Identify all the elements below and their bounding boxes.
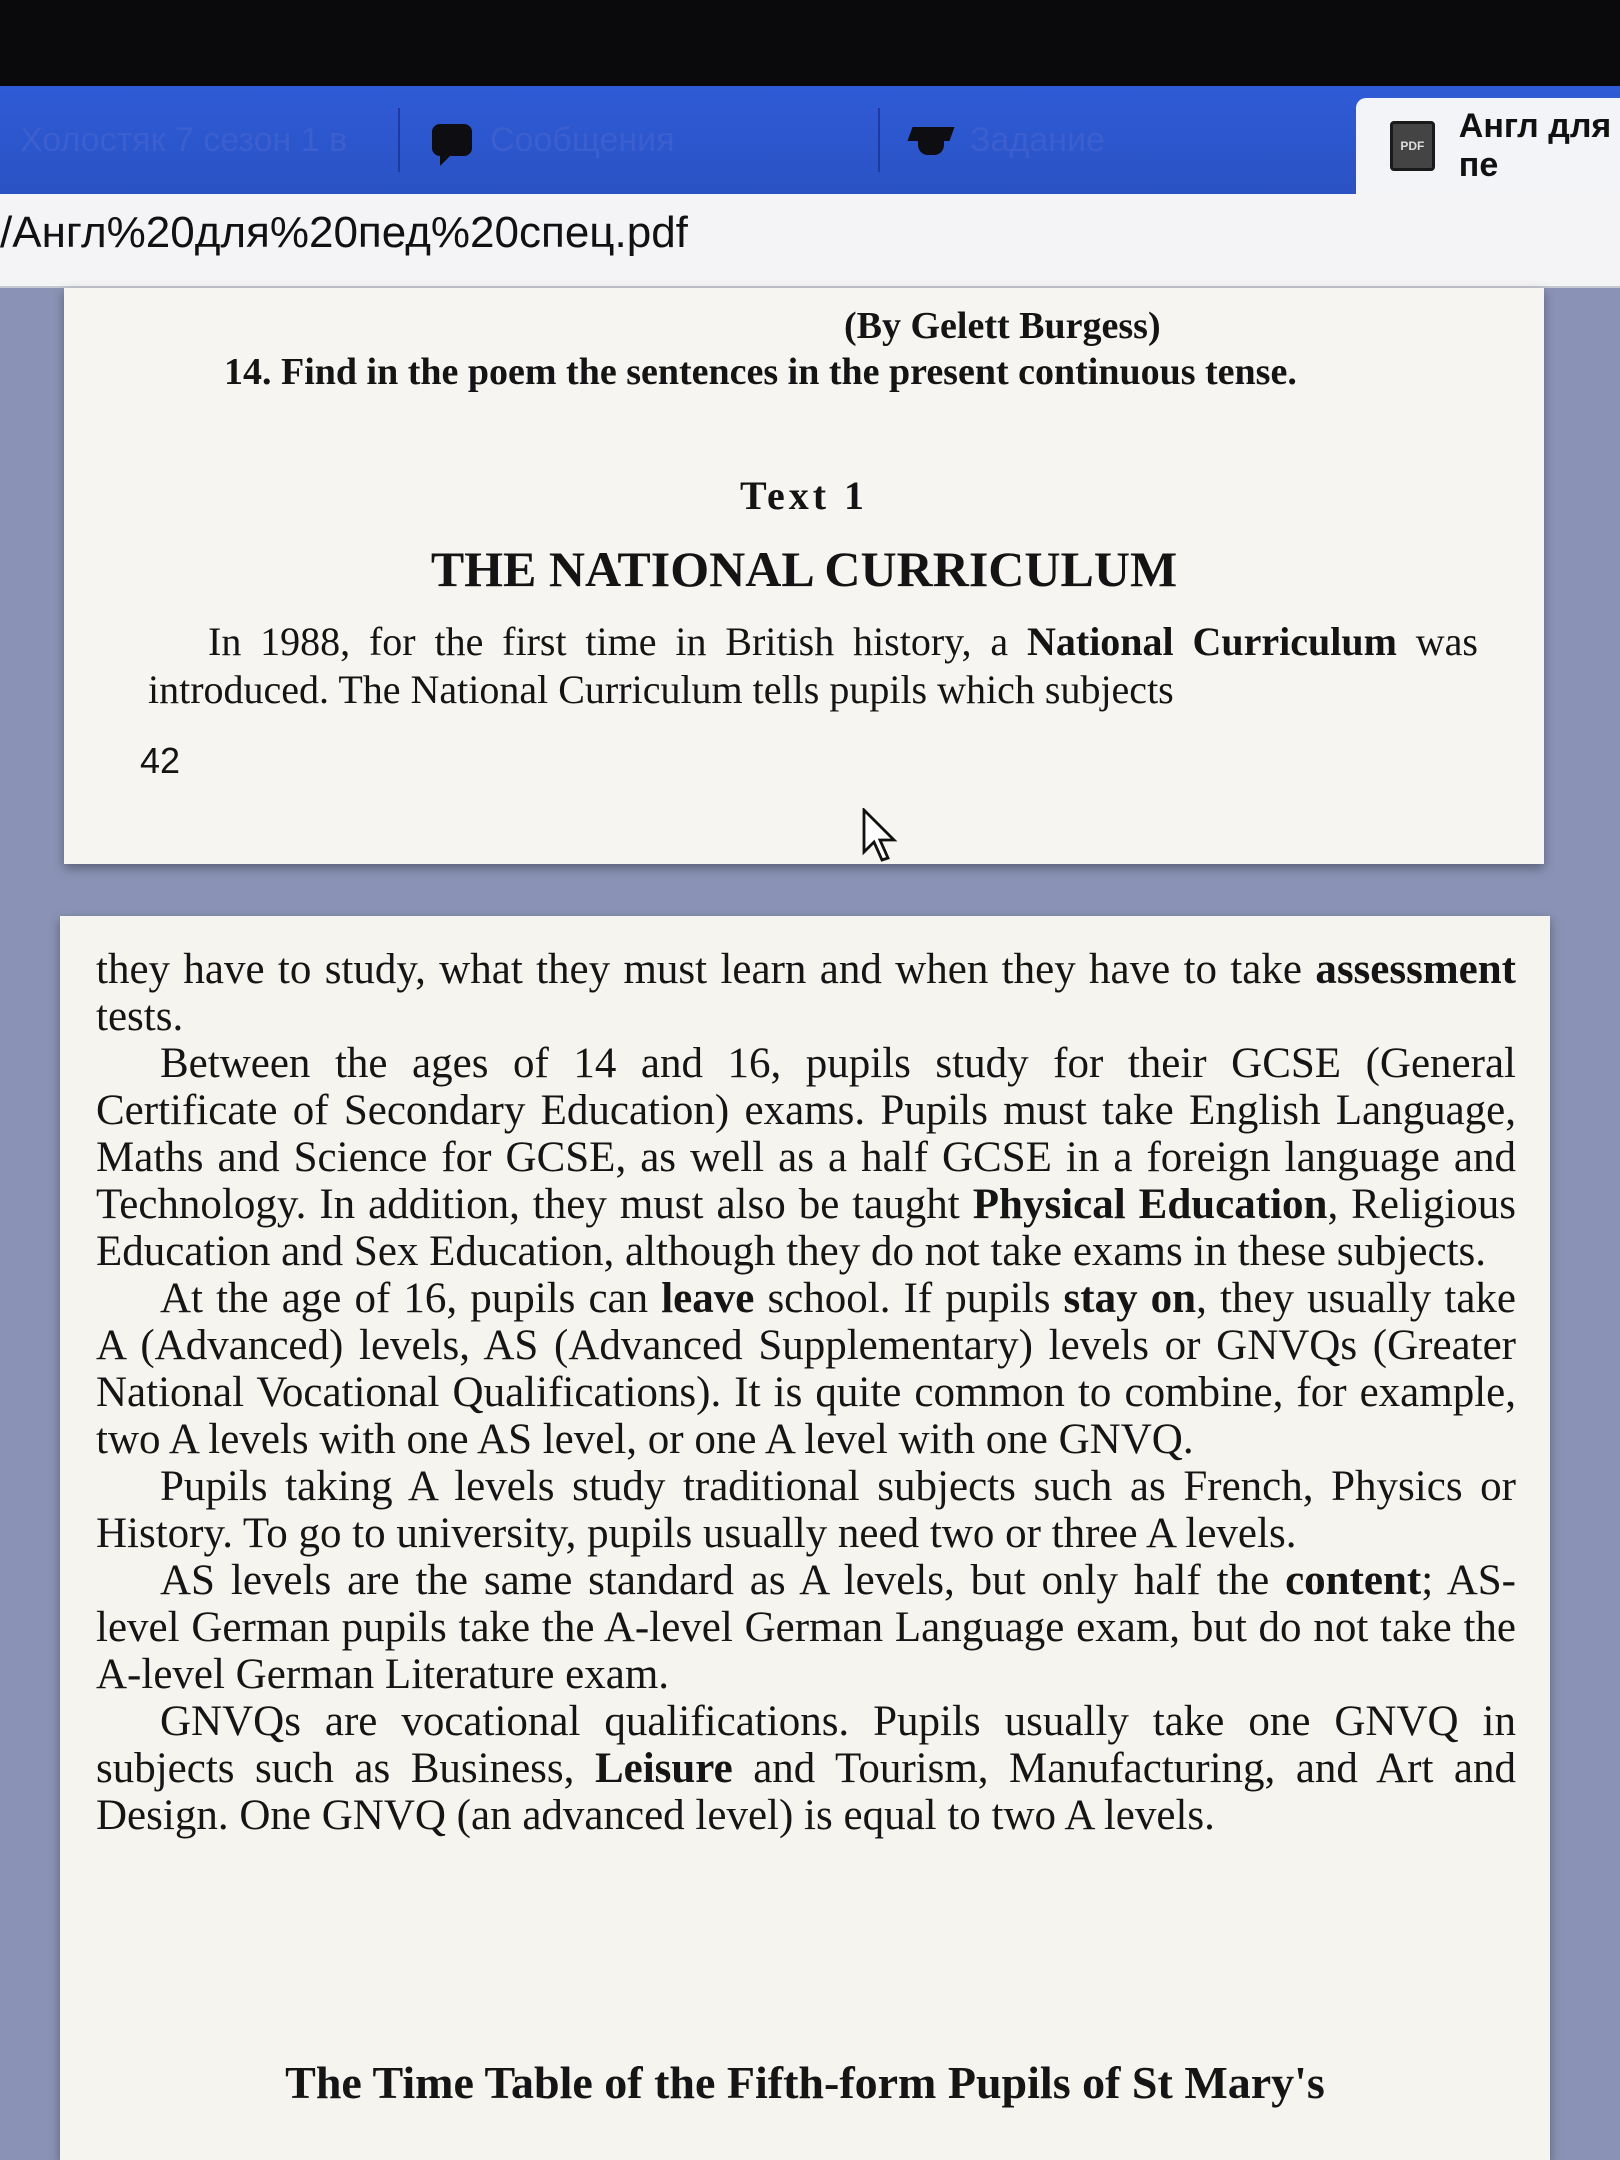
paragraph: they have to study, what they must learn and when they have to take assessment tests.	[96, 946, 1516, 1040]
pdf-page-42	[64, 288, 1544, 864]
paragraph: Pupils taking A levels study traditional subjects such as French, Physics or History. To go to university, pupils usually need two or three A levels.	[96, 1463, 1516, 1557]
pdf-page-43	[60, 916, 1550, 2160]
tab-label: Холостяк 7 сезон 1 в	[20, 120, 348, 159]
text-body	[96, 946, 1516, 1839]
text-number: Text 1	[739, 473, 869, 518]
tab-label: Задание	[970, 120, 1105, 159]
poem-author: (By Gelett Burgess)	[844, 305, 1161, 347]
paragraph: At the age of 16, pupils can leave school. If pupils stay on, they usually take A (Advanced) levels, AS (Advanced Supplementary) levels or GNVQs (Greater National Vocational Qualifications). It is quite common to combine, for example, two A levels with one AS level, or one A level with one GNVQ.	[96, 1275, 1516, 1463]
paragraph: AS levels are the same standard as A levels, but only half the content; AS-level German pupils take the A-level German Language exam, but do not take the A-level German Literature exam.	[96, 1557, 1516, 1698]
tab-pdf-active[interactable]	[1356, 98, 1620, 194]
paragraph: In 1988, for the first time in British history, a National Curriculum was introduced. The National Curriculum tells pupils which subjects	[148, 619, 1478, 712]
monitor-bezel	[0, 0, 1620, 86]
tab-divider	[398, 108, 400, 172]
text-body	[148, 618, 1478, 714]
browser-tab-strip	[0, 86, 1620, 194]
tab-assignment[interactable]	[910, 86, 1350, 194]
chat-icon	[432, 124, 472, 156]
paragraph: Between the ages of 14 and 16, pupils study for their GCSE (General Certificate of Secondary Education) exams. Pupils must take English Language, Maths and Science for GCSE, as well as a half GCSE in a foreign language and Technology. In addition, they must also be taught Physical Education, Religious Education and Sex Education, although they do not take exams in these subjects.	[96, 1040, 1517, 1275]
pdf-icon: PDF	[1390, 121, 1435, 171]
tab-bachelor[interactable]	[20, 86, 400, 194]
text-title: THE NATIONAL CURRICULUM	[430, 541, 1178, 597]
tab-label: Сообщения	[490, 120, 675, 159]
url-text: /Англ%20для%20пед%20спец.pdf	[0, 208, 688, 257]
timetable-heading: The Time Table of the Fifth-form Pupils of St Mary's	[285, 2057, 1325, 2108]
paragraph: GNVQs are vocational qualifications. Pupils usually take one GNVQ in subjects such as Business, Leisure and Tourism, Manufacturing, and Art and Design. One GNVQ (an advanced level) is equal to two A levels.	[96, 1698, 1516, 1839]
pdf-viewer[interactable]	[0, 288, 1620, 2160]
address-bar[interactable]	[0, 194, 1620, 288]
tab-label: Англ для пе	[1458, 107, 1612, 184]
exercise-14: 14. Find in the poem the sentences in the present continuous tense.	[224, 351, 1297, 393]
tab-messages[interactable]	[432, 86, 880, 194]
tab-divider	[878, 108, 880, 172]
mouse-cursor-icon	[862, 808, 902, 864]
graduation-cap-icon	[910, 123, 952, 157]
page-number: 42	[140, 740, 181, 781]
